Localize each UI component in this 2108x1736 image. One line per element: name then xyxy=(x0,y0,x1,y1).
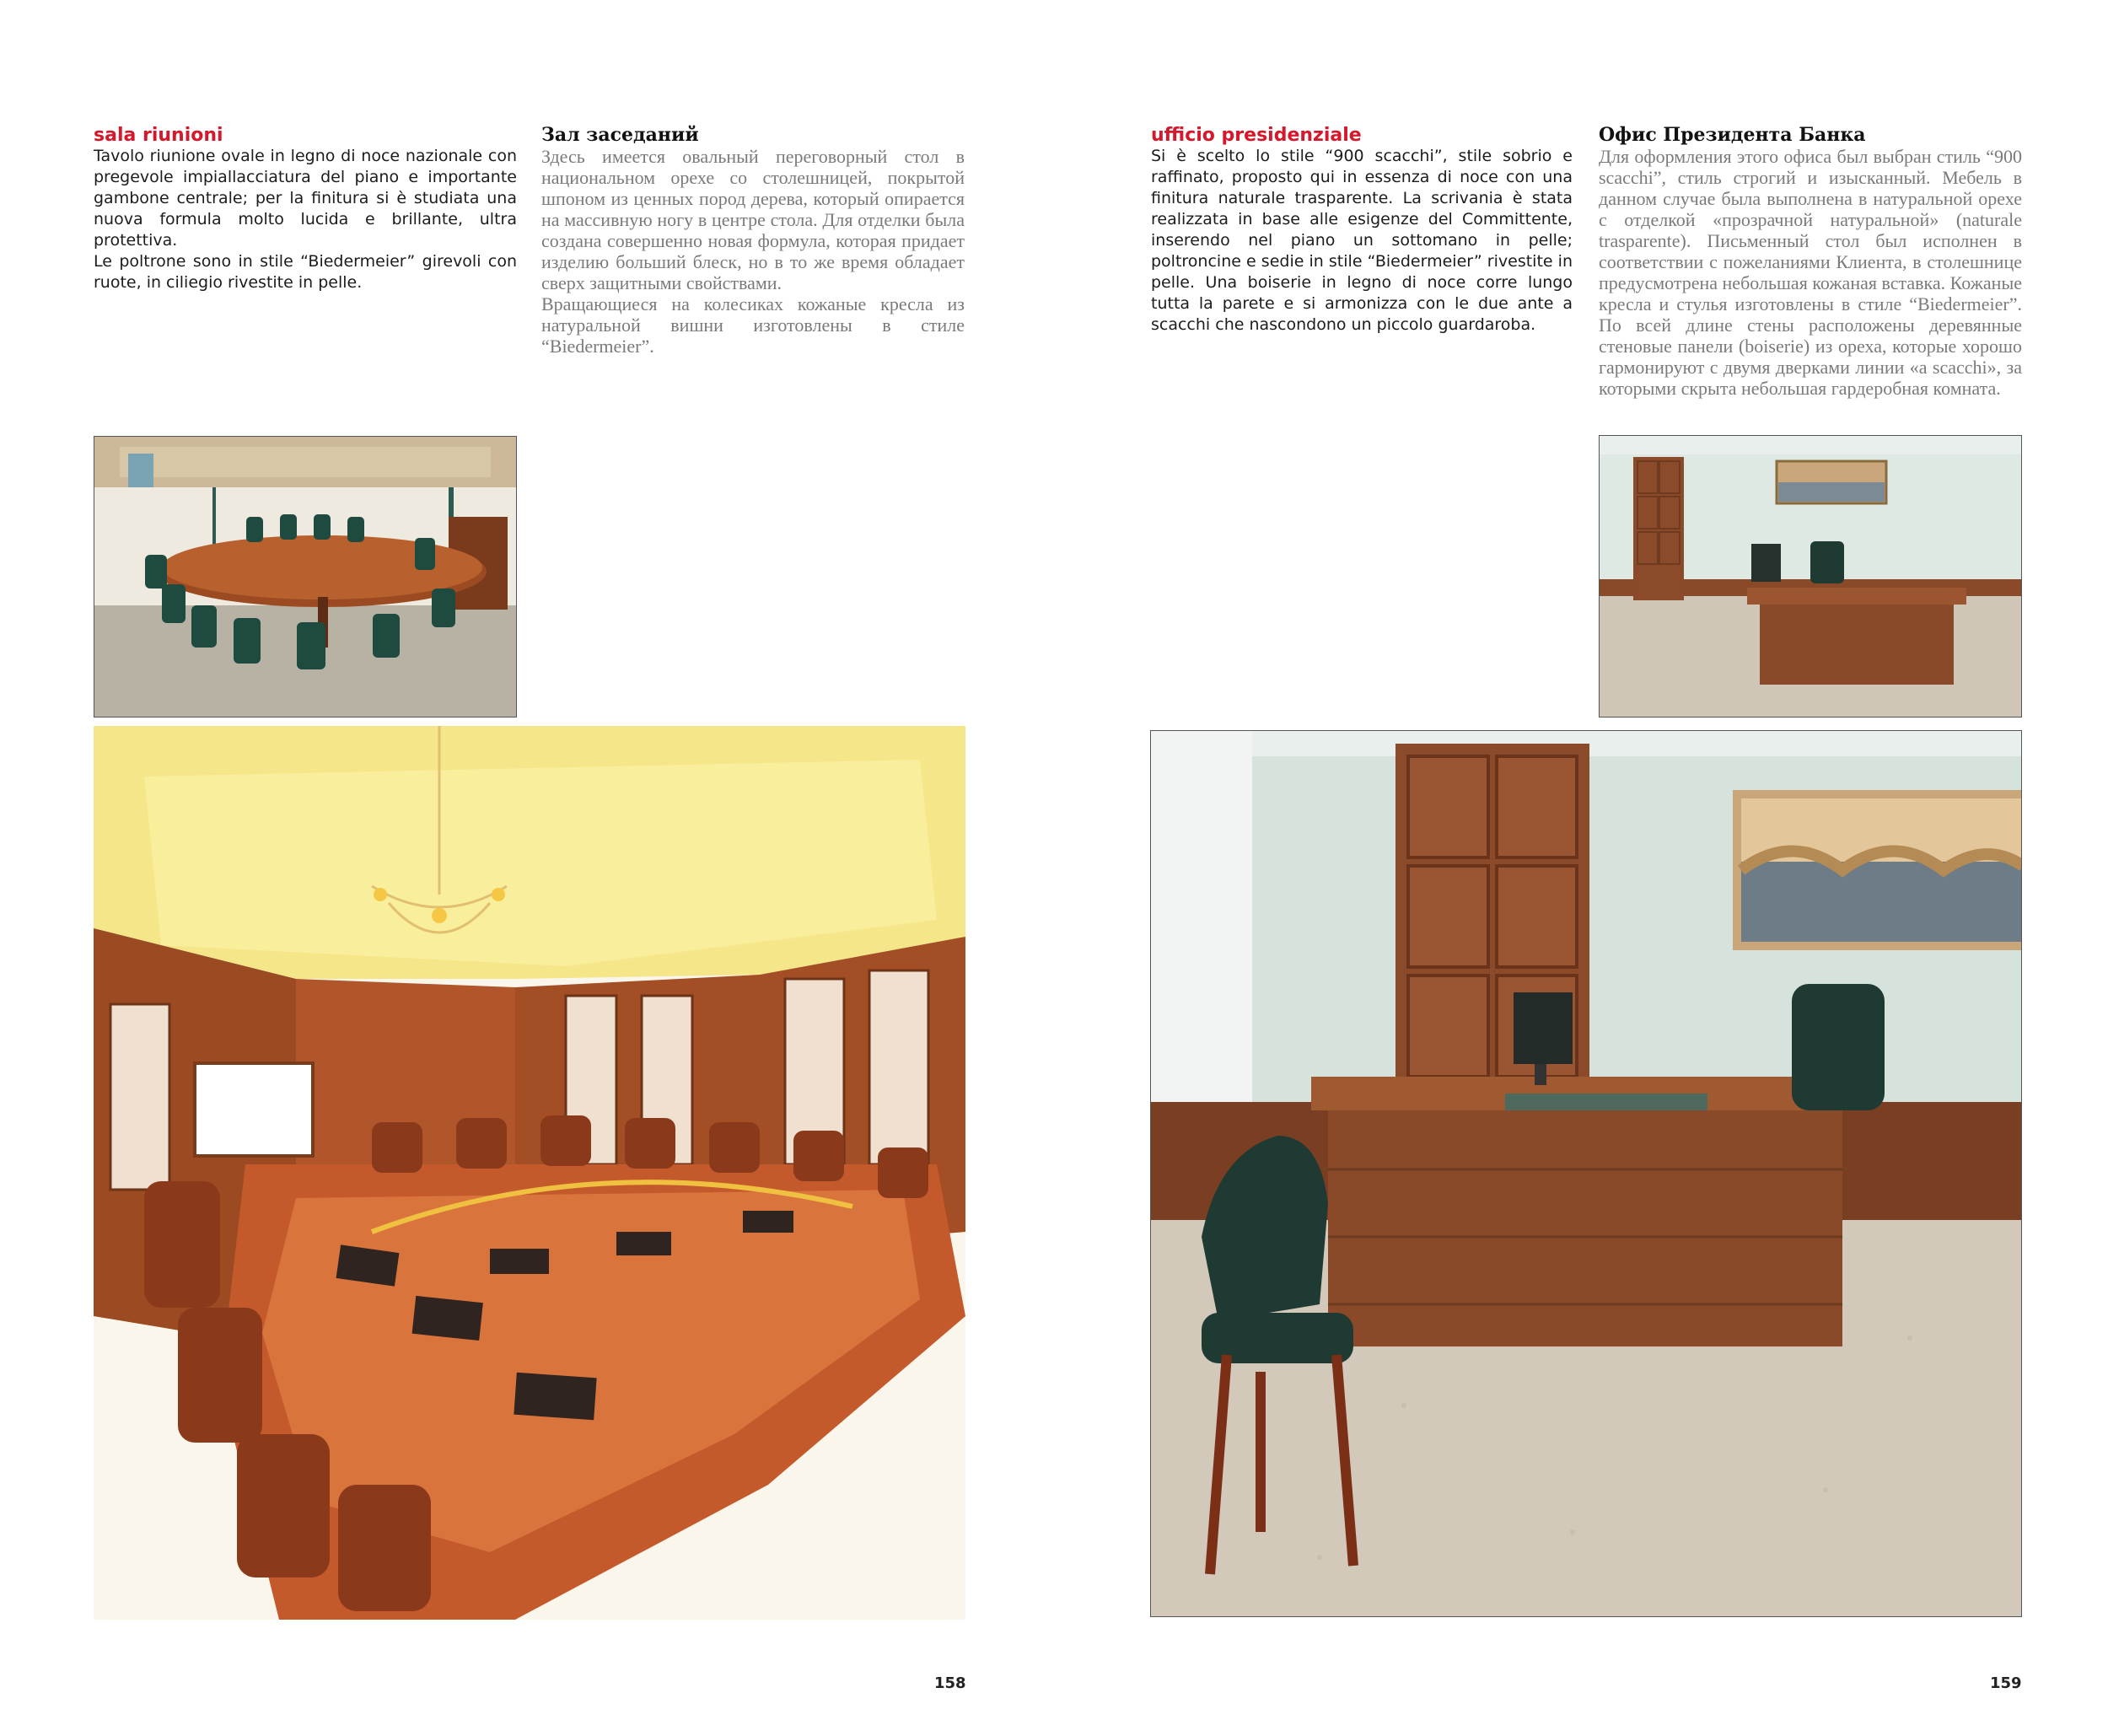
section-title: Зал заседаний xyxy=(541,124,699,146)
left-russian-text xyxy=(541,125,965,357)
page-number: 159 xyxy=(1990,1674,2022,1692)
section-title: Офис Президента Банка xyxy=(1599,124,1866,146)
paragraph: Для оформления этого офиса был выбран стиль “900 scacchi”, стиль строгий и изысканный. Мебель в данном случае была выполнена в натуральной орехе с отделкой «прозрачной натуральной» (naturale trasparente). Письменный стол был исполнен в соответствии с пожеланиями Клиента, в столешнице предусмотрена небольшая кожаная вставка. Кожаные кресла и стулья изготовлены в стиле “Biedermeier”. По всей длине стены расположены деревянные стеновые панели (boiserie) из ореха, которые хорошо гармонируют с двумя дверками линии «а scacchi», за которыми скрыта небольшая гардеробная комната. xyxy=(1599,146,2022,399)
left-italian-text xyxy=(94,125,517,293)
page-number: 158 xyxy=(934,1674,966,1692)
paragraph: Вращающиеся на колесиках кожаные кресла из натуральной вишни изготовлены в стиле “Biedermeier”. xyxy=(541,293,965,357)
paragraph: Здесь имеется овальный переговорный стол в национальном орехе со столешницей, покрытой шпоном из ценных пород дерева, который опирается на массивную ногу в центре стола. Для отделки была создана совершенно новая формула, которая придает изделию больший блеск, но в то же время обладает сверх защитными свойствами. xyxy=(541,146,965,293)
right-russian-text xyxy=(1599,125,2022,399)
paragraph: Si è scelto lo stile “900 scacchi”, stile sobrio e raffinato, proposto qui in essenza di noce con una finitura naturale trasparente. La scrivania è stata realizzata in base alle esigenze del Committente, inserendo nel piano un sottomano in pelle; poltroncine e sedie in stile “Biedermeier” rivestite in pelle. Una boiserie in legno di noce corre lungo tutta la parete e si armonizza con le due ante a scacchi che nascondono un piccolo guardaroba. xyxy=(1151,147,1573,334)
president-office-large-photo xyxy=(1150,730,2022,1617)
right-italian-text xyxy=(1151,125,1573,336)
president-office-photo xyxy=(1599,435,2022,718)
paragraph: Le poltrone sono in stile “Biedermeier” girevoli con ruote, in ciliegio rivestite in pelle. xyxy=(94,252,517,292)
section-title: ufficio presidenziale xyxy=(1151,125,1362,146)
meeting-room-photo xyxy=(94,436,517,718)
conference-room-sketch xyxy=(94,726,965,1620)
section-title: sala riunioni xyxy=(94,125,223,146)
paragraph: Tavolo riunione ovale in legno di noce nazionale con pregevole impiallacciatura del piano e importante gambone centrale; per la finitura si è studiata una nuova formula molto lucida e brillante, ultra protettiva. xyxy=(94,147,517,250)
